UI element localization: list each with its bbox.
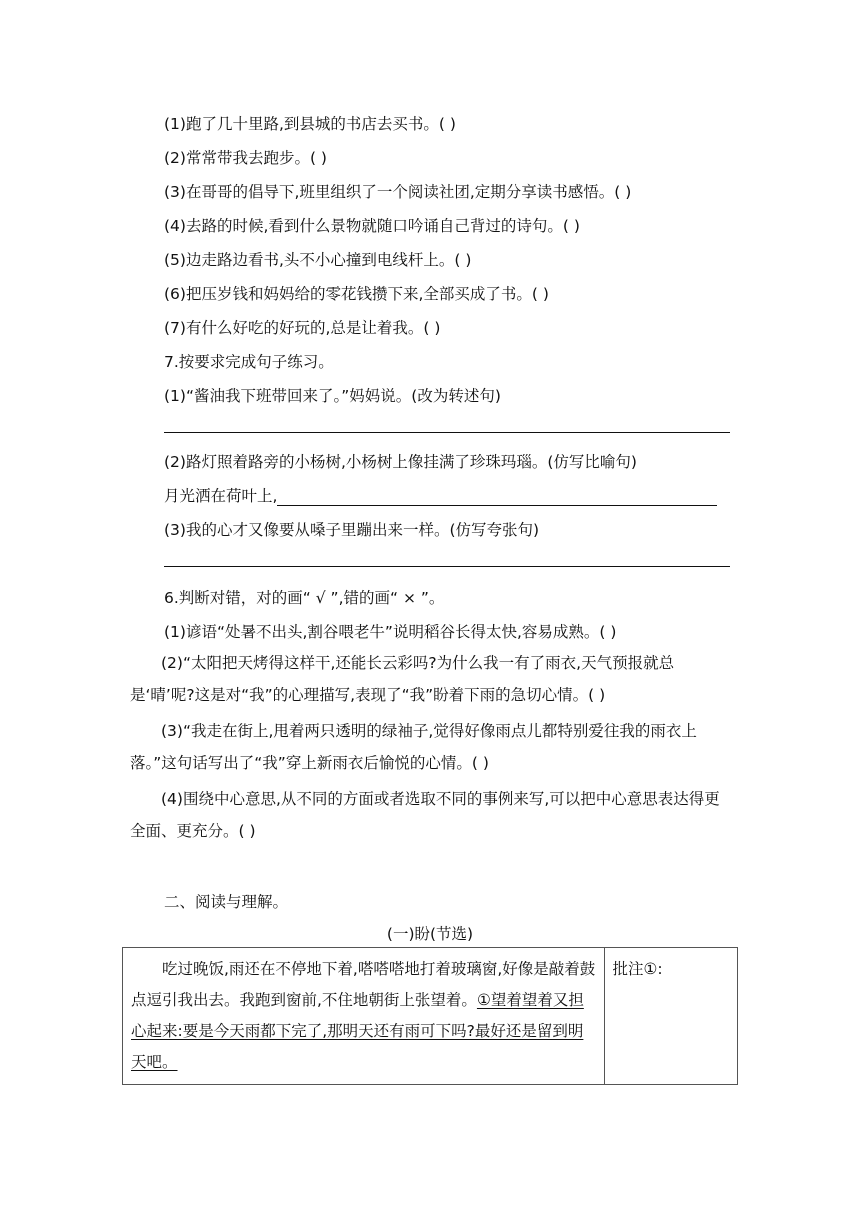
question-item: (1)跑了几十里路,到县城的书店去买书。( ) [164, 115, 456, 133]
judge-item-3: (3)“我走在街上,甩着两只透明的绿袖子,觉得好像雨点儿都特别爱往我的雨衣上落。”这句话写出了“我”穿上新雨衣后愉悦的心情。( ) [130, 722, 697, 772]
answer-prefix: 月光洒在荷叶上, [164, 487, 278, 505]
reading-table [122, 947, 738, 1085]
section-6-heading: 6.判断对错，对的画“ √ ”,错的画“ × ”。 [164, 589, 445, 607]
passage-title: (一)盼(节选) [386, 925, 474, 943]
question-item: (4)去路的时候,看到什么景物就随口吟诵自己背过的诗句。( ) [164, 217, 580, 235]
part-2-heading: 二、阅读与理解。 [164, 893, 289, 911]
question-item: (7)有什么好吃的好玩的,总是让着我。( ) [164, 319, 441, 337]
section-7-question-3: (3)我的心才又像要从嗓子里蹦出来一样。(仿写夸张句) [164, 521, 540, 539]
annotation-cell[interactable] [604, 948, 737, 1085]
answer-line-3[interactable] [164, 566, 730, 567]
passage-underlined: ①望着望着又担心起来:要是今天雨都下完了,那明天还有雨可下吗?最好还是留到明天吧。 [131, 991, 584, 1071]
passage-text [131, 954, 598, 1078]
section-7-question-1: (1)“酱油我下班带回来了。”妈妈说。(改为转述句) [164, 387, 501, 405]
judge-item-2: (2)“太阳把天烤得这样干,还能长云彩吗?为什么我一有了雨衣,天气预报就总是‘晴’呢?这是对“我”的心理描写,表现了“我”盼着下雨的急切心情。( ) [130, 654, 675, 704]
question-item: (2)常常带我去跑步。( ) [164, 149, 327, 167]
judge-item-4: (4)围绕中心意思,从不同的方面或者选取不同的事例来写,可以把中心意思表达得更全面、更充分。( ) [130, 790, 720, 840]
passage-plain: 吃过晚饭,雨还在不停地下着,嗒嗒嗒地打着玻璃窗,好像是敲着鼓点逗引我出去。我跑到窗前,不住地朝街上张望着。 [131, 960, 596, 1009]
section-7-question-2: (2)路灯照着路旁的小杨树,小杨树上像挂满了珍珠玛瑙。(仿写比喻句) [164, 453, 637, 471]
question-item: (5)边走路边看书,头不小心撞到电线杆上。( ) [164, 251, 472, 269]
question-item: (3)在哥哥的倡导下,班里组织了一个阅读社团,定期分享读书感悟。( ) [164, 183, 632, 201]
annotation-label: 批注①: [612, 960, 663, 978]
section-7-question-2-answer [164, 484, 717, 506]
judge-item-1: (1)谚语“处暑不出头,割谷喂老牛”说明稻谷长得太快,容易成熟。( ) [164, 623, 617, 641]
question-item: (6)把压岁钱和妈妈给的零花钱攒下来,全部买成了书。( ) [164, 285, 549, 303]
answer-line-1[interactable] [164, 432, 730, 433]
section-7-heading: 7.按要求完成句子练习。 [164, 353, 334, 371]
answer-line-2[interactable] [277, 487, 717, 506]
passage-cell [123, 948, 605, 1085]
